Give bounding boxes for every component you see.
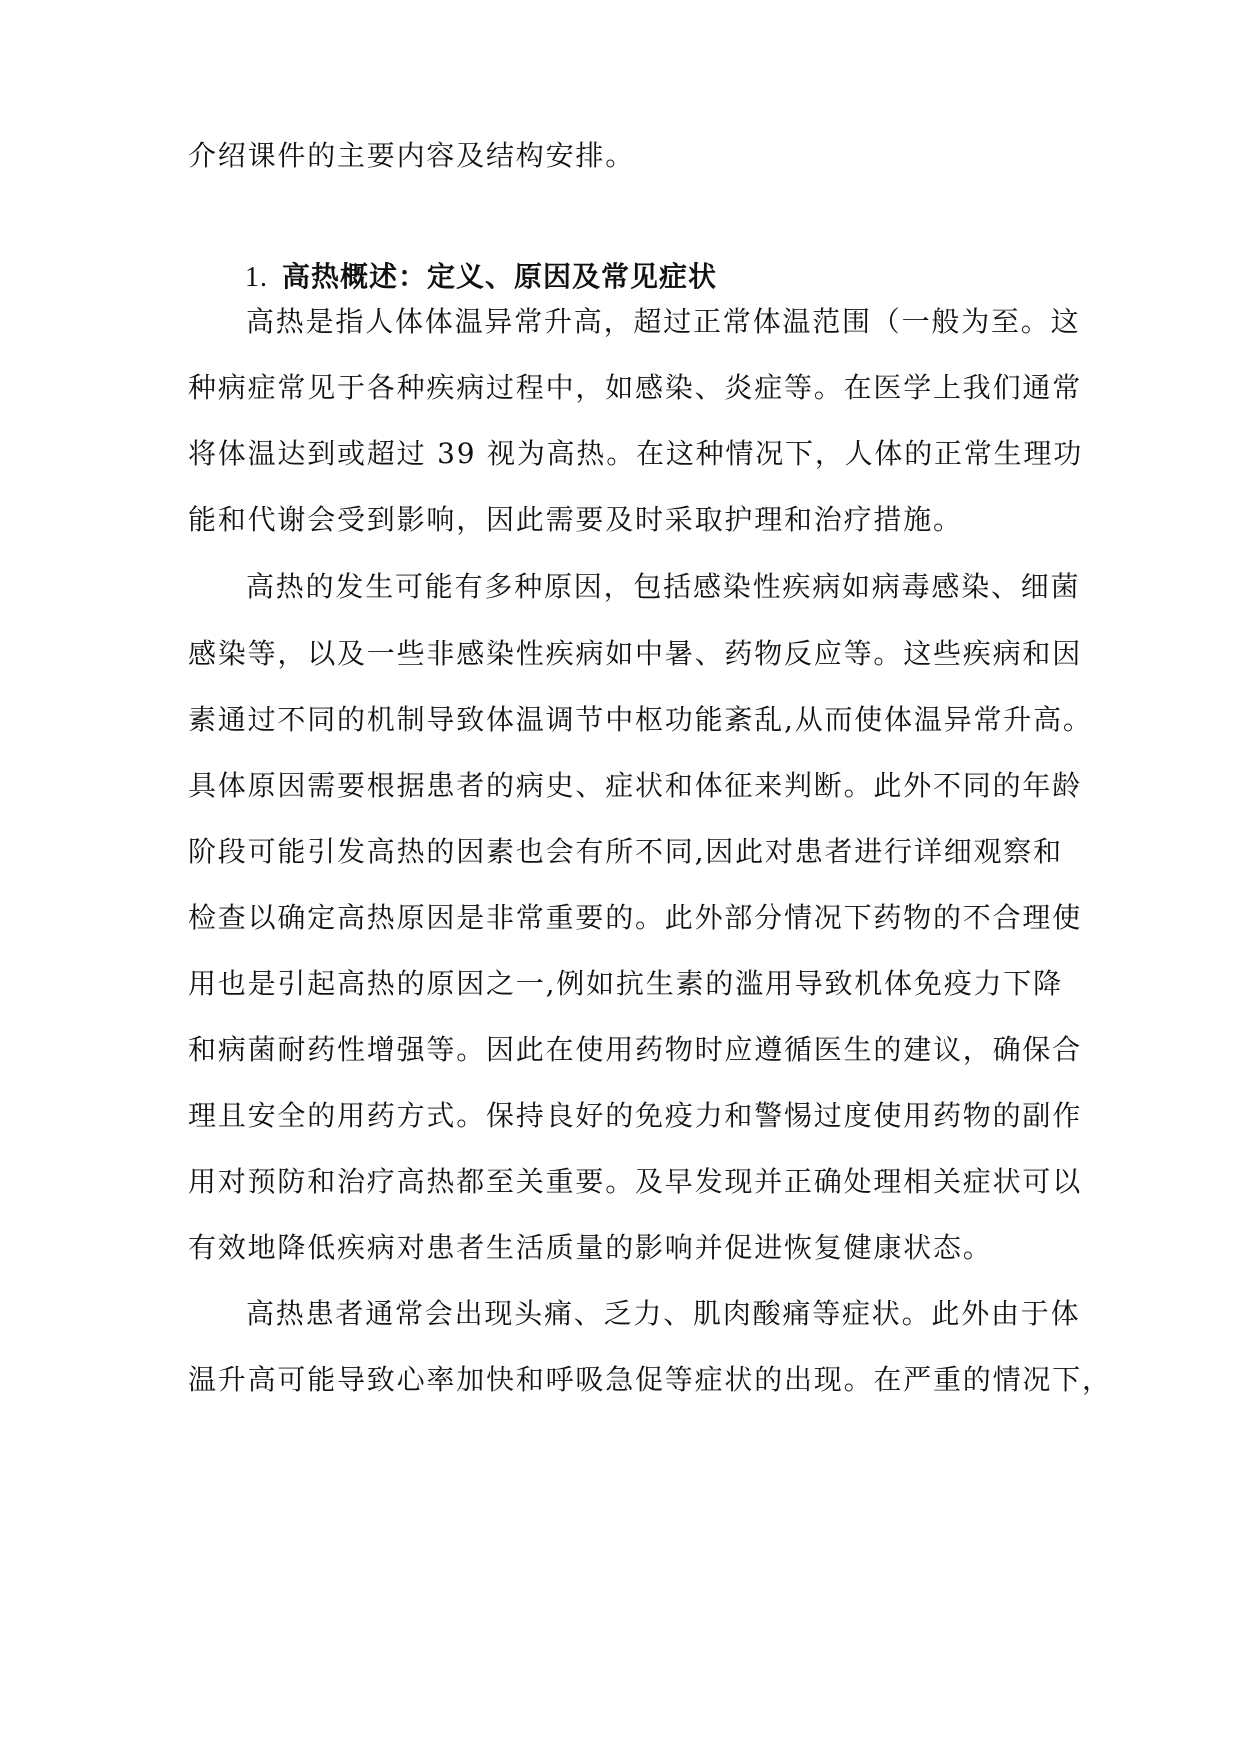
paragraph-3-line-2: 温升高可能导致心率加快和呼吸急促等症状的出现。在严重的情况下， — [188, 1363, 1112, 1396]
paragraph-2-line-2: 感染等，以及一些非感染性疾病如中暑、药物反应等。这些疾病和因 — [188, 637, 1083, 670]
paragraph-2-line-11: 有效地降低疾病对患者生活质量的影响并促进恢复健康状态。 — [188, 1231, 993, 1264]
section-heading — [245, 257, 717, 297]
paragraph-1-line-2: 种病症常见于各种疾病过程中，如感染、炎症等。在医学上我们通常 — [188, 371, 1083, 404]
paragraph-1-line-3: 将体温达到或超过 39 视为高热。在这种情况下，人体的正常生理功 — [188, 437, 1084, 470]
paragraph-2-line-9: 理且安全的用药方式。保持良好的免疫力和警惕过度使用药物的副作 — [188, 1099, 1083, 1132]
section-title: 高热概述：定义、原因及常见症状 — [282, 260, 718, 293]
paragraph-1-line-4: 能和代谢会受到影响，因此需要及时采取护理和治疗措施。 — [188, 503, 963, 536]
paragraph-2-line-6: 检查以确定高热原因是非常重要的。此外部分情况下药物的不合理使 — [188, 901, 1083, 934]
paragraph-2-line-10: 用对预防和治疗高热都至关重要。及早发现并正确处理相关症状可以 — [188, 1165, 1083, 1198]
paragraph-3-line-1: 高热患者通常会出现头痛、乏力、肌肉酸痛等症状。此外由于体 — [246, 1297, 1081, 1330]
paragraph-2-line-8: 和病菌耐药性增强等。因此在使用药物时应遵循医生的建议，确保合 — [188, 1033, 1083, 1066]
paragraph-2-line-7: 用也是引起高热的原因之一,例如抗生素的滥用导致机体免疫力下降 — [188, 967, 1063, 1000]
paragraph-1-line-1: 高热是指人体体温异常升高，超过正常体温范围（一般为至。这 — [246, 305, 1081, 338]
section-number: 1. — [245, 262, 268, 293]
intro-line: 介绍课件的主要内容及结构安排。 — [188, 139, 636, 172]
paragraph-2-line-5: 阶段可能引发高热的因素也会有所不同,因此对患者进行详细观察和 — [188, 835, 1063, 868]
paragraph-2-line-3: 素通过不同的机制导致体温调节中枢功能紊乱,从而使体温异常升高。 — [188, 703, 1093, 736]
paragraph-2-line-4: 具体原因需要根据患者的病史、症状和体征来判断。此外不同的年龄 — [188, 769, 1083, 802]
paragraph-2-line-1: 高热的发生可能有多种原因，包括感染性疾病如病毒感染、细菌 — [246, 570, 1081, 603]
